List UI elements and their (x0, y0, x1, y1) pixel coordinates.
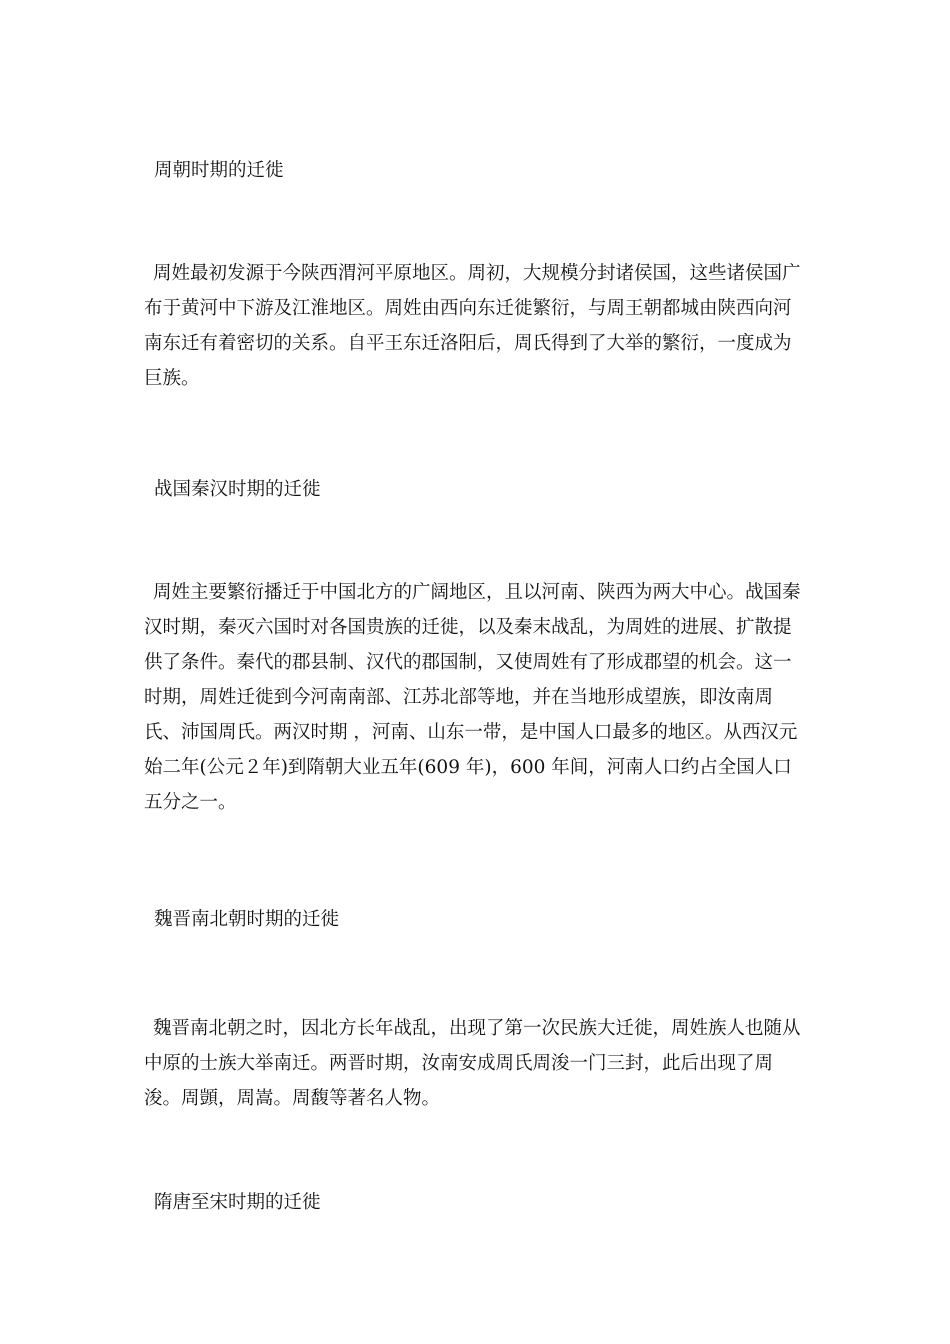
section-heading-zhou: 周朝时期的迁徙 (154, 160, 284, 181)
section-heading-sui-tang-song: 隋唐至宋时期的迁徙 (154, 1192, 321, 1213)
section-heading-wei-jin: 魏晋南北朝时期的迁徙 (154, 909, 340, 930)
section-body-wei-jin: 魏晋南北朝之时，因北方长年战乱，出现了第一次民族大迁徙，周姓族人也随从中原的士族大举南迁。两晋时期，汝南安成周氏周浚一门三封，此后出现了周浚。周顗，周嵩。周馥等著名人物。 (144, 1018, 801, 1109)
section-heading-warring-states-qin-han: 战国秦汉时期的迁徙 (154, 479, 321, 500)
section-body-zhou: 周姓最初发源于今陕西渭河平原地区。周初，大规模分封诸侯国，这些诸侯国广布于黄河中下游及江淮地区。周姓由西向东迁徙繁衍，与周王朝都城由陕西向河南东迁有着密切的关系。自平王东迁洛阳后，周氏得到了大举的繁衍，一度成为巨族。 (144, 263, 801, 389)
section-body-warring-states-qin-han: 周姓主要繁衍播迁于中国北方的广阔地区，且以河南、陕西为两大中心。战国秦汉时期，秦灭六国时对各国贵族的迁徙，以及秦末战乱，为周姓的进展、扩散提供了条件。秦代的郡县制、汉代的郡国制，又使周姓有了形成郡望的机会。这一时期，周姓迁徙到今河南南部、江苏北部等地，并在当地形成望族，即汝南周氏、沛国周氏。两汉时期 ，河南、山东一带，是中国人口最多的地区。从西汉元始二年(公元２年)到隋朝大业五年(609 年)，600 年间，河南人口约占全国人口五分之一。 (144, 582, 801, 813)
